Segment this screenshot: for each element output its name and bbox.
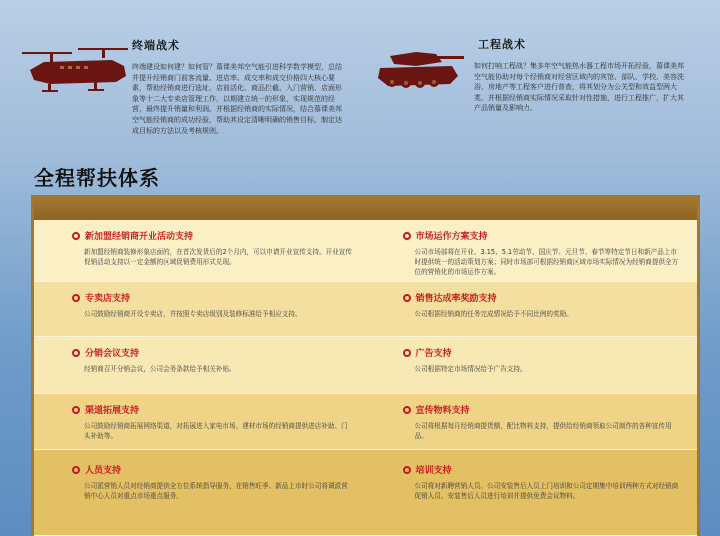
- engineering-strategy: [474, 36, 684, 114]
- support-item-title: 专卖店支持: [85, 294, 131, 304]
- ring-bullet-icon: [72, 466, 80, 474]
- support-item-title: 新加盟经销商开业活动支持: [85, 232, 194, 242]
- top-section: [0, 0, 720, 160]
- page-title: 全程帮扶体系: [34, 166, 160, 190]
- support-item: [34, 282, 367, 336]
- ring-bullet-icon: [403, 349, 411, 357]
- support-item: [34, 394, 367, 449]
- support-item-desc: 公司鼓励经销商开设专卖店，并按照专卖店级别及装修标准给予相应支持。: [84, 310, 302, 318]
- ring-bullet-icon: [403, 232, 411, 240]
- engineering-strategy-body: 如何打响工程战？集多年空气能热水器工程市场开拓经验，慕课美邦空气能协助对每个经销商对经营区域内的宾馆、部队、学校、美容洗浴、房地产等工程客户进行普查，将其划分为公关型和效益型两大类，并根据经销商实际情况采取针对性措施，进行工程推广，扩大其产品销量及影响力。: [474, 62, 684, 113]
- ring-bullet-icon: [403, 406, 411, 414]
- support-item-title: 人员支持: [85, 466, 122, 476]
- support-item-desc: 经销商召开分销会议，公司会务条款给予相关补贴。: [84, 365, 236, 373]
- support-item-desc: 公司市场部将在开业、3.15、5.1劳动节、国庆节、元旦节、春节等特定节日和新产品上市时提供统一的活动策划方案；同时市场部可根据经销商区域市场实际情况为经销商提供全方位的营销化的市场运作方案。: [414, 248, 679, 276]
- support-item-title: 渠道拓展支持: [85, 406, 140, 416]
- support-item: [367, 282, 698, 336]
- support-item: [34, 220, 367, 281]
- terminal-strategy-body: 终端建设如何建？如何管？慕课美邦空气能引进科学数学模型，总结并提升经销商门前客流量、进店率、成交率和成交价格四大核心要素，帮助经销商进行选址、店前活化、商品拦截、入门营销、店面形象等十二大专卖店管理工作，以期建立统一的形象，实现规范的经营，最终提升销量和利润。并根据经销商的实际情况，结合慕课美邦空气能经销商的成功经验，帮助其设定清晰明确的销售目标，制定达成目标的方法以及考核规则。: [132, 63, 342, 135]
- support-panel: [31, 195, 700, 536]
- tank-icon: [376, 40, 466, 96]
- ring-bullet-icon: [72, 349, 80, 357]
- ring-bullet-icon: [403, 466, 411, 474]
- support-item-title: 分销会议支持: [85, 349, 140, 359]
- support-item: [367, 394, 698, 449]
- panel-header-bar: [34, 195, 697, 220]
- support-item: [367, 220, 698, 281]
- support-row: [34, 282, 697, 337]
- terminal-strategy-title: 终端战术: [132, 39, 180, 52]
- support-row: [34, 220, 697, 282]
- ring-bullet-icon: [403, 294, 411, 302]
- support-item-title: 市场运作方案支持: [415, 232, 488, 242]
- support-row: [34, 394, 697, 450]
- support-row: [34, 337, 697, 394]
- support-item: [367, 337, 698, 393]
- support-item-title: 宣传物料支持: [415, 406, 470, 416]
- support-item-desc: 公司根据经销商的任务完成情况给予不同比例的奖励。: [414, 310, 573, 318]
- support-item-title: 销售达成率奖励支持: [415, 294, 497, 304]
- support-item: [34, 450, 367, 535]
- helicopter-icon: [20, 44, 130, 104]
- ring-bullet-icon: [72, 406, 80, 414]
- support-item: [367, 450, 698, 535]
- engineering-strategy-title: 工程战术: [478, 38, 526, 51]
- ring-bullet-icon: [72, 232, 80, 240]
- support-item-desc: 公司将对新聘营销人员、公司安装售后人员上门培训和公司定期集中培训两种方式对经销商促销人员、安装售后人员进行培训并提供免费会议物料。: [414, 482, 679, 500]
- ring-bullet-icon: [72, 294, 80, 302]
- support-item-title: 广告支持: [415, 349, 452, 359]
- support-item-title: 培训支持: [415, 466, 452, 476]
- support-item-desc: 公司派营销人员对经销商提供全方位系统指导服务，在销售旺季、新品上市时公司将调派营销中心人员对重点市场重点服务。: [84, 482, 348, 500]
- support-item-desc: 公司根据特定市场情况给予广告支持。: [414, 365, 527, 373]
- terminal-strategy: [132, 37, 348, 136]
- support-item-desc: 新加盟经销商装修形象店面的，在首次发货后的2个月内，可以申请开业宣传支持。开业宣传促销活动支持以一定金额的区域促销费用形式兑现。: [84, 248, 352, 266]
- support-item-desc: 公司将根据每月经销商提货额，配比物料支持，提供给经销商领取公司制作的各种宣传用品。: [414, 422, 672, 440]
- support-row: [34, 450, 697, 536]
- support-item: [34, 337, 367, 393]
- support-item-desc: 公司鼓励经销商拓展网络渠道，对拓展进入家电市场、建材市场的经销商提供进店补助、门头补助等。: [84, 422, 348, 440]
